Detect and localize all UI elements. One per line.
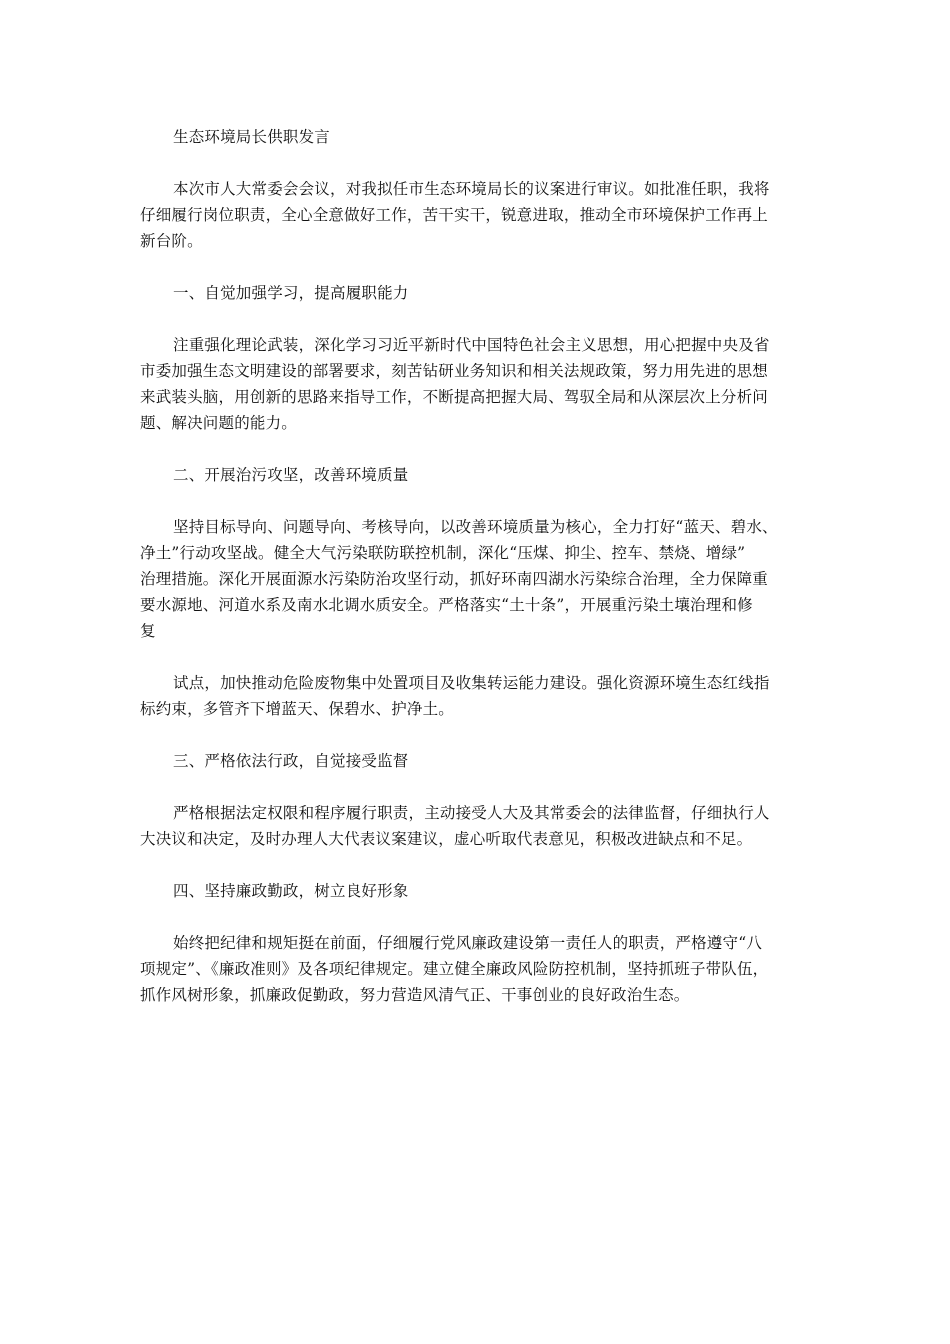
paragraph-line: 仔细履行岗位职责，全心全意做好工作，苦干实干，锐意进取，推动全市环境保护工作再上 bbox=[140, 206, 769, 224]
section-2-continuation-paragraph bbox=[140, 670, 812, 722]
paragraph-line: 要水源地、河道水系及南水北调水质安全。严格落实“土十条”，开展重污染土壤治理和修 bbox=[140, 596, 753, 614]
spacer bbox=[140, 306, 812, 332]
spacer bbox=[140, 904, 812, 930]
section-heading-1: 一、自觉加强学习，提高履职能力 bbox=[173, 284, 409, 302]
spacer bbox=[140, 852, 812, 878]
section-2-paragraph bbox=[140, 514, 812, 644]
section-4-paragraph bbox=[140, 930, 812, 1008]
spacer bbox=[140, 150, 812, 176]
spacer bbox=[140, 774, 812, 800]
paragraph-line: 严格根据法定权限和程序履行职责，主动接受人大及其常委会的法律监督，仔细执行人 bbox=[173, 804, 770, 822]
paragraph-line: 净土”行动攻坚战。健全大气污染联防联控机制，深化“压煤、抑尘、控车、禁烧、增绿” bbox=[140, 544, 746, 562]
document-page bbox=[140, 124, 812, 1008]
paragraph-line: 标约束，多管齐下增蓝天、保碧水、护净土。 bbox=[140, 700, 455, 718]
paragraph-line: 市委加强生态文明建设的部署要求，刻苦钻研业务知识和相关法规政策，努力用先进的思想 bbox=[140, 362, 769, 380]
paragraph-line: 坚持目标导向、问题导向、考核导向，以改善环境质量为核心，全力打好“蓝天、碧水、 bbox=[173, 518, 778, 536]
paragraph-line: 试点，加快推动危险废物集中处置项目及收集转运能力建设。强化资源环境生态红线指 bbox=[173, 674, 770, 692]
spacer bbox=[140, 436, 812, 462]
document-title: 生态环境局长供职发言 bbox=[173, 128, 331, 146]
paragraph-line: 注重强化理论武装，深化学习习近平新时代中国特色社会主义思想，用心把握中央及省 bbox=[173, 336, 770, 354]
section-heading-3: 三、严格依法行政，自觉接受监督 bbox=[173, 752, 409, 770]
spacer bbox=[140, 254, 812, 280]
paragraph-line: 项规定”、《廉政准则》及各项纪律规定。建立健全廉政风险防控机制，坚持抓班子带队伍， bbox=[140, 960, 769, 978]
paragraph-line: 复 bbox=[140, 622, 156, 640]
intro-paragraph bbox=[140, 176, 812, 254]
paragraph-line: 来武装头脑，用创新的思路来指导工作，不断提高把握大局、驾驭全局和从深层次上分析问 bbox=[140, 388, 769, 406]
paragraph-line: 大决议和决定，及时办理人大代表议案建议，虚心听取代表意见，积极改进缺点和不足。 bbox=[140, 830, 753, 848]
section-3-paragraph bbox=[140, 800, 812, 852]
spacer bbox=[140, 644, 812, 670]
paragraph-line: 新台阶。 bbox=[140, 232, 203, 250]
spacer bbox=[140, 488, 812, 514]
section-heading-2: 二、开展治污攻坚，改善环境质量 bbox=[173, 466, 409, 484]
paragraph-line: 始终把纪律和规矩挺在前面，仔细履行党风廉政建设第一责任人的职责，严格遵守“八 bbox=[173, 934, 763, 952]
paragraph-line: 抓作风树形象，抓廉政促勤政，努力营造风清气正、干事创业的良好政治生态。 bbox=[140, 986, 690, 1004]
spacer bbox=[140, 722, 812, 748]
paragraph-line: 本次市人大常委会会议，对我拟任市生态环境局长的议案进行审议。如批准任职，我将 bbox=[173, 180, 770, 198]
paragraph-line: 题、解决问题的能力。 bbox=[140, 414, 298, 432]
paragraph-line: 治理措施。深化开展面源水污染防治攻坚行动，抓好环南四湖水污染综合治理，全力保障重 bbox=[140, 570, 769, 588]
section-1-paragraph bbox=[140, 332, 812, 436]
section-heading-4: 四、坚持廉政勤政，树立良好形象 bbox=[173, 882, 409, 900]
